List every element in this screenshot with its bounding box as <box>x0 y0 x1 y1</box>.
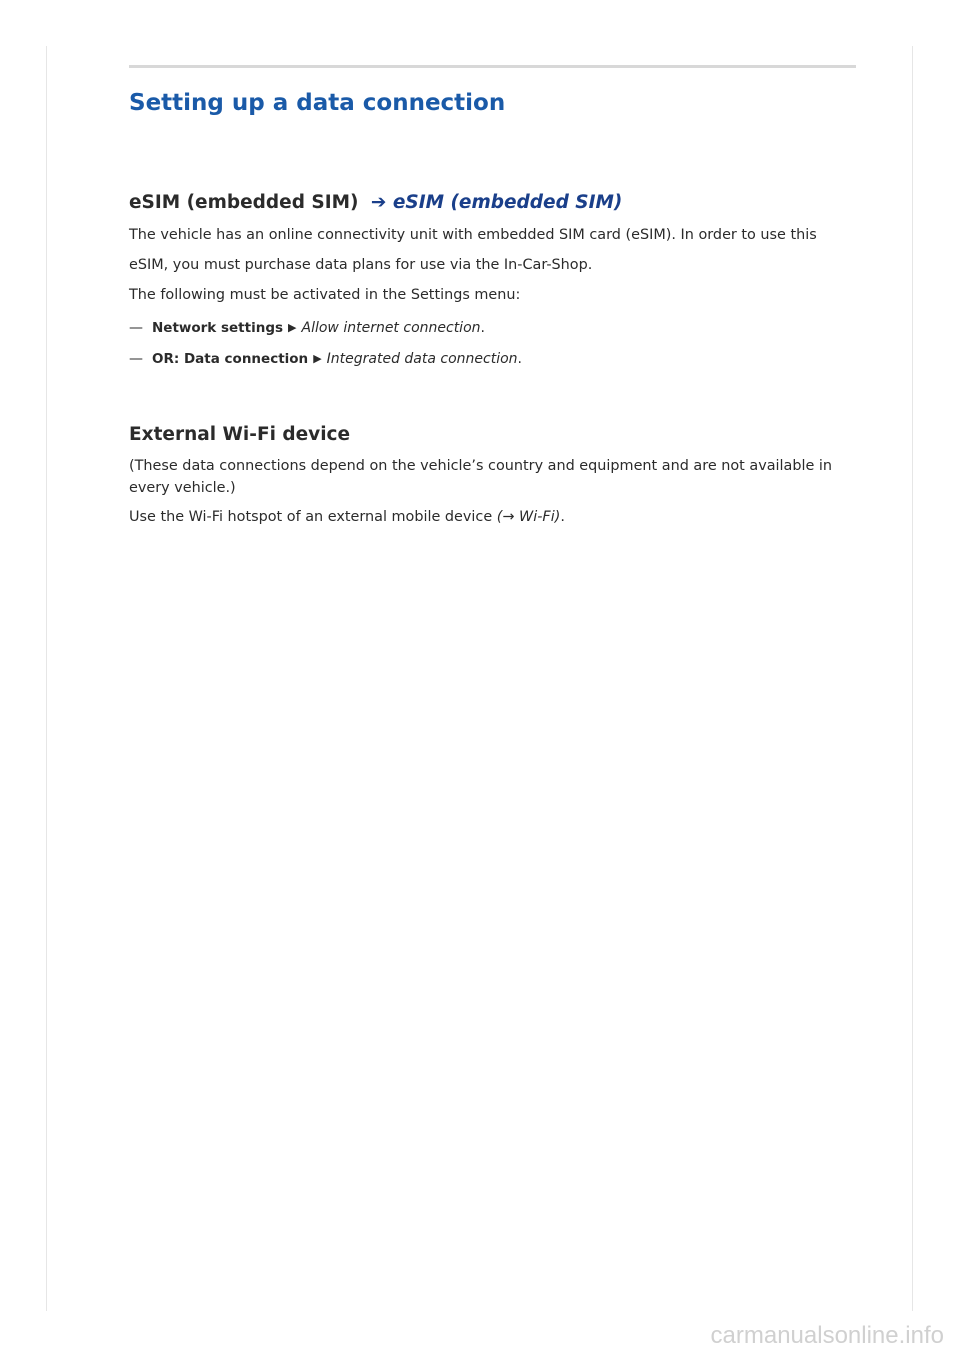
esim-heading-link[interactable]: ➔ eSIM (embedded SIM) <box>370 192 623 213</box>
watermark: carmanualsonline.info <box>710 1322 944 1349</box>
left-margin-line <box>46 46 47 1311</box>
step-dash: — <box>129 320 143 336</box>
wifi-paragraph-2 <box>129 502 854 532</box>
esim-paragraph-2: The following must be activated in the Settings menu: <box>129 287 521 303</box>
step-end: . <box>517 351 522 367</box>
esim-step-2 <box>129 351 522 367</box>
page-title: Setting up a data connection <box>129 90 506 116</box>
step-option-label: Integrated data connection <box>326 351 518 367</box>
wifi-paragraph-1: (These data connections depend on the vehicle’s country and equipment and are not available in every vehicle.) <box>129 458 833 496</box>
right-margin-line <box>912 46 913 1311</box>
step-option-label: Allow internet connection <box>301 320 481 336</box>
wifi-paragraph-2-end: . <box>560 509 565 525</box>
wifi-heading: External Wi-Fi device <box>129 424 351 445</box>
step-menu-label: Network settings <box>152 320 284 336</box>
esim-heading <box>129 192 622 213</box>
esim-heading-text: eSIM (embedded SIM) <box>129 192 359 213</box>
step-end: . <box>480 320 485 336</box>
step-dash: — <box>129 351 143 367</box>
esim-step-1 <box>129 320 485 336</box>
play-arrow-icon: ▶ <box>288 321 297 334</box>
play-arrow-icon: ▶ <box>313 352 322 365</box>
esim-paragraph-1: The vehicle has an online connectivity unit with embedded SIM card (eSIM). In order to use this eSIM, you must purchase data plans for use via the In-Car-Shop. <box>129 227 817 273</box>
top-rule <box>129 65 856 68</box>
step-menu-label: OR: Data connection <box>152 351 309 367</box>
wifi-cross-reference-link[interactable]: (→ Wi-Fi) <box>496 509 561 525</box>
wifi-paragraph-2-text: Use the Wi-Fi hotspot of an external mobile device <box>129 509 497 525</box>
